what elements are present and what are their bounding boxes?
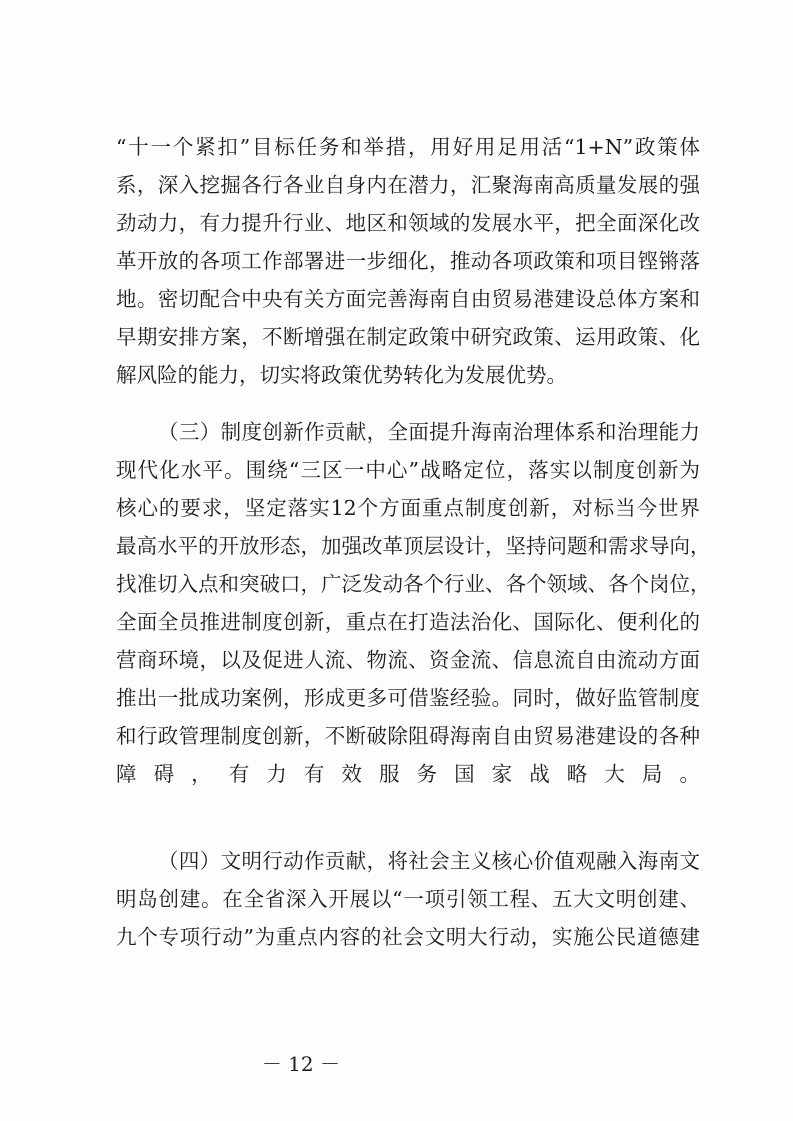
paragraph-line: 地。密切配合中央有关方面完善海南自由贸易港建设总体方案和 <box>116 287 700 311</box>
paragraph-line: 早期安排方案，不断增强在制定政策中研究政策、运用政策、化 <box>116 325 700 349</box>
paragraph-line: 九个专项行动”为重点内容的社会文明大行动，实施公民道德建 <box>116 925 700 949</box>
paragraph-line: 全面全员推进制度创新，重点在打造法治化、国际化、便利化的 <box>116 610 700 634</box>
paragraph-line: 和行政管理制度创新，不断破除阻碍海南自由贸易港建设的各种 <box>116 724 700 748</box>
paragraph-line: 系，深入挖掘各行各业自身内在潜力，汇聚海南高质量发展的强 <box>116 173 700 197</box>
paragraph-line: 营商环境，以及促进人流、物流、资金流、信息流自由流动方面 <box>116 648 700 672</box>
paragraph-line: 障碍，有力有效服务国家战略大局。 <box>116 762 700 786</box>
paragraph-line <box>116 797 700 827</box>
paragraph-line: 推出一批成功案例，形成更多可借鉴经验。同时，做好监管制度 <box>116 686 700 710</box>
page-number: － 12 － <box>261 1052 340 1076</box>
paragraph-line: 明岛创建。在全省深入开展以“一项引领工程、五大文明创建、 <box>116 887 700 911</box>
paragraph-line: 核心的要求，坚定落实12个方面重点制度创新，对标当今世界 <box>116 496 700 520</box>
paragraph-line: 现代化水平。围绕“三区一中心”战略定位，落实以制度创新为 <box>116 458 700 482</box>
paragraph-line: 革开放的各项工作部署进一步细化，推动各项政策和项目铿锵落 <box>116 249 700 273</box>
paragraph-line: 找准切入点和突破口，广泛发动各个行业、各个领域、各个岗位， <box>116 572 711 596</box>
paragraph-line: （四）文明行动作贡献，将社会主义核心价值观融入海南文 <box>158 849 700 873</box>
paragraph-line: 解风险的能力，切实将政策优势转化为发展优势。 <box>116 363 567 387</box>
paragraph-line: “十一个紧扣”目标任务和举措，用好用足用活“1+N”政策体 <box>116 135 700 159</box>
paragraph-line: 劲动力，有力提升行业、地区和领域的发展水平，把全面深化改 <box>116 211 700 235</box>
paragraph-line: （三）制度创新作贡献，全面提升海南治理体系和治理能力 <box>158 420 700 444</box>
paragraph-line: 最高水平的开放形态，加强改革顶层设计，坚持问题和需求导向， <box>116 534 711 558</box>
